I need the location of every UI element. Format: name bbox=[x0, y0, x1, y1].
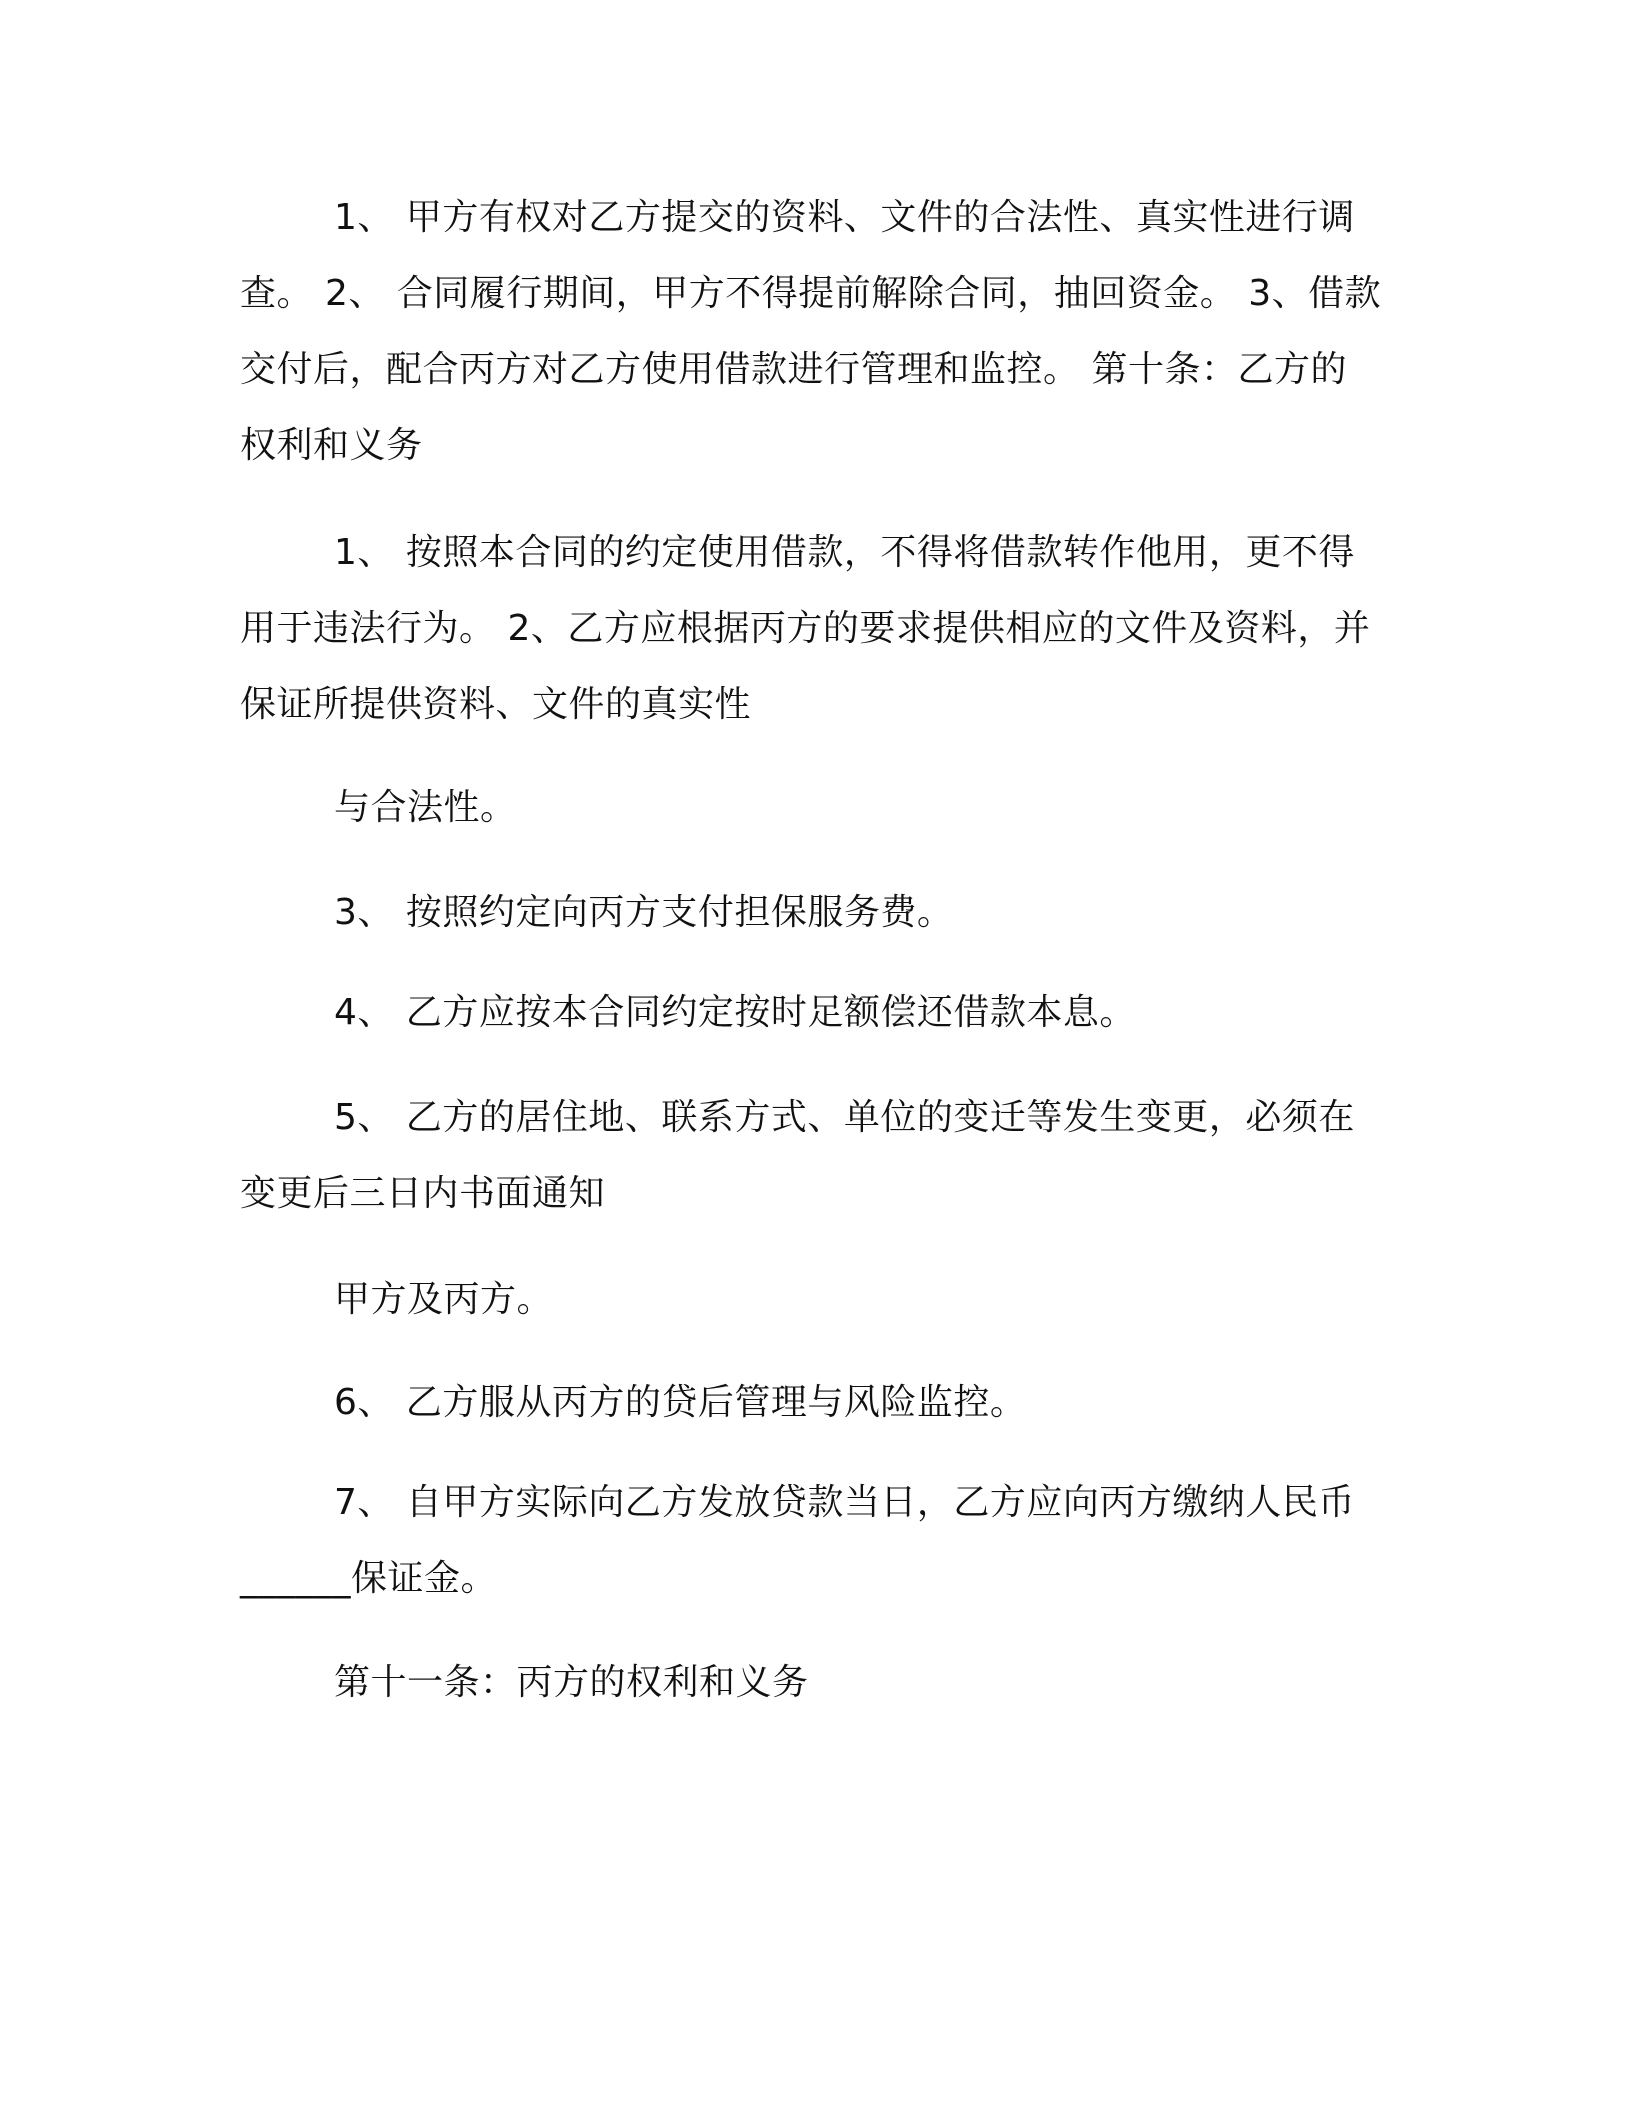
paragraph-item-4 bbox=[240, 975, 1385, 1051]
text-line: 第十一条：丙方的权利和义务 bbox=[334, 1662, 809, 1703]
text-line: 用于违法行为。 2、乙方应根据丙方的要求提供相应的文件及资料，并 bbox=[240, 608, 1371, 649]
text-line: 7、 自甲方实际向乙方发放贷款当日，乙方应向丙方缴纳人民币 bbox=[334, 1482, 1355, 1523]
text-line: 1、 按照本合同的约定使用借款，不得将借款转作他用，更不得 bbox=[334, 532, 1355, 573]
paragraph-notify bbox=[240, 1262, 1385, 1338]
text-line: 1、 甲方有权对乙方提交的资料、文件的合法性、真实性进行调 bbox=[334, 197, 1355, 238]
text-line: 保证所提供资料、文件的真实性 bbox=[240, 684, 752, 725]
text-line: 5、 乙方的居住地、联系方式、单位的变迁等发生变更，必须在 bbox=[334, 1097, 1355, 1138]
text-line: 6、 乙方服从丙方的贷后管理与风险监控。 bbox=[334, 1382, 1027, 1423]
text-line: 变更后三日内书面通知 bbox=[240, 1173, 606, 1214]
paragraph-item-7 bbox=[240, 1465, 1385, 1617]
text-line: 与合法性。 bbox=[334, 787, 517, 828]
text-line: 查。 2、 合同履行期间，甲方不得提前解除合同，抽回资金。 3、借款 bbox=[240, 273, 1382, 314]
paragraph-item-3 bbox=[240, 875, 1385, 951]
paragraph-party-a-rights bbox=[240, 180, 1385, 484]
paragraph-party-b-rights bbox=[240, 515, 1385, 743]
text-line: 交付后，配合丙方对乙方使用借款进行管理和监控。 第十条：乙方的 bbox=[240, 349, 1347, 390]
text-line: 甲方及丙方。 bbox=[334, 1279, 554, 1320]
text-line: 4、 乙方应按本合同约定按时足额偿还借款本息。 bbox=[334, 992, 1136, 1033]
text-line: ______保证金。 bbox=[240, 1558, 498, 1599]
text-line: 权利和义务 bbox=[240, 425, 423, 466]
paragraph-item-6 bbox=[240, 1365, 1385, 1441]
section-heading-article-11 bbox=[240, 1645, 1385, 1721]
text-line: 3、 按照约定向丙方支付担保服务费。 bbox=[334, 892, 954, 933]
paragraph-legality bbox=[240, 770, 1385, 846]
paragraph-item-5 bbox=[240, 1080, 1385, 1232]
